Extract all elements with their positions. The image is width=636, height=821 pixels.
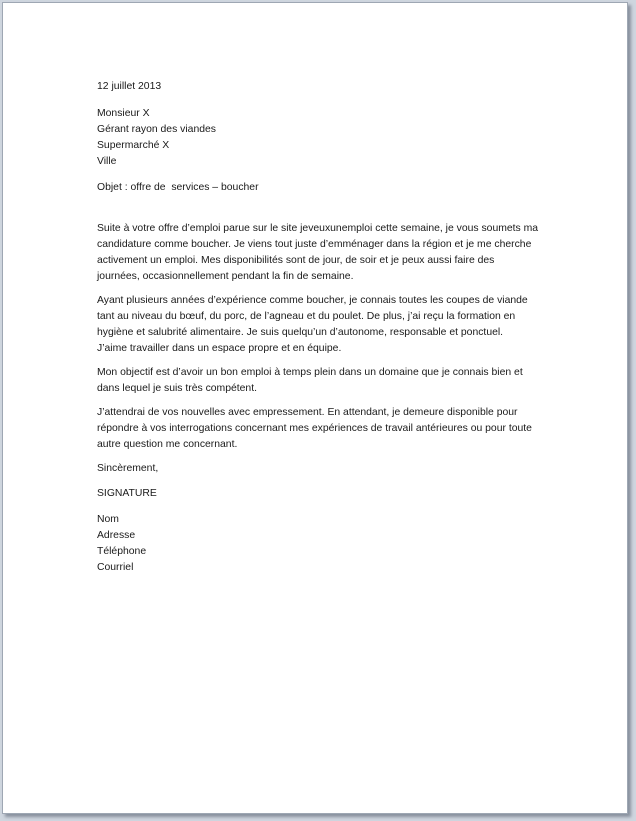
paragraph-line: J’attendrai de vos nouvelles avec empressement. En attendant, je demeure disponible pour — [97, 407, 518, 418]
recipient-address — [97, 106, 557, 170]
paragraph-line: hygiène et salubrité alimentaire. Je suis quelqu’un d’autonome, responsable et ponctuel. — [97, 327, 504, 338]
letter-subject: Objet : offre de services – boucher — [97, 182, 259, 193]
paragraph-line: autre question me concernant. — [97, 439, 238, 450]
sender-line: Téléphone — [97, 546, 147, 557]
paragraph-line: Ayant plusieurs années d’expérience comme boucher, je connais toutes les coupes de viande — [97, 295, 528, 306]
paragraph-line: journées, occasionnellement pendant la fin de semaine. — [97, 271, 354, 282]
recipient-line: Gérant rayon des viandes — [97, 124, 216, 135]
paragraph-1 — [97, 221, 557, 285]
letter-date: 12 juillet 2013 — [97, 81, 162, 92]
paragraph-2 — [97, 293, 557, 357]
sender-line: Adresse — [97, 530, 136, 541]
signature-placeholder: SIGNATURE — [97, 488, 157, 499]
paragraph-4 — [97, 405, 557, 453]
paragraph-line: Mon objectif est d’avoir un bon emploi à temps plein dans un domaine que je connais bien et — [97, 367, 523, 378]
sender-line: Nom — [97, 514, 119, 525]
closing-salutation: Sincèrement, — [97, 463, 159, 474]
paragraph-line: répondre à vos interrogations concernant mes expériences de travail antérieures ou pour toute — [97, 423, 532, 434]
recipient-line: Supermarché X — [97, 140, 170, 151]
recipient-line: Monsieur X — [97, 108, 150, 119]
sender-line: Courriel — [97, 562, 134, 573]
document-page — [2, 2, 628, 814]
paragraph-line: tant au niveau du bœuf, du porc, de l’agneau et du poulet. De plus, j’ai reçu la formation en — [97, 311, 516, 322]
recipient-line: Ville — [97, 156, 117, 167]
paragraph-line: candidature comme boucher. Je viens tout juste d’emménager dans la région et je me cherche — [97, 239, 532, 250]
paragraph-line: Suite à votre offre d’emploi parue sur le site jeveuxunemploi cette semaine, je vous soumets ma — [97, 223, 539, 234]
letter-body — [97, 79, 557, 576]
paragraph-3 — [97, 365, 557, 397]
paragraph-line: dans lequel je suis très compétent. — [97, 383, 257, 394]
sender-info — [97, 512, 557, 576]
paragraph-line: J’aime travailler dans un espace propre et en équipe. — [97, 343, 342, 354]
paragraph-line: activement un emploi. Mes disponibilités sont de jour, de soir et je peux aussi faire des — [97, 255, 495, 266]
